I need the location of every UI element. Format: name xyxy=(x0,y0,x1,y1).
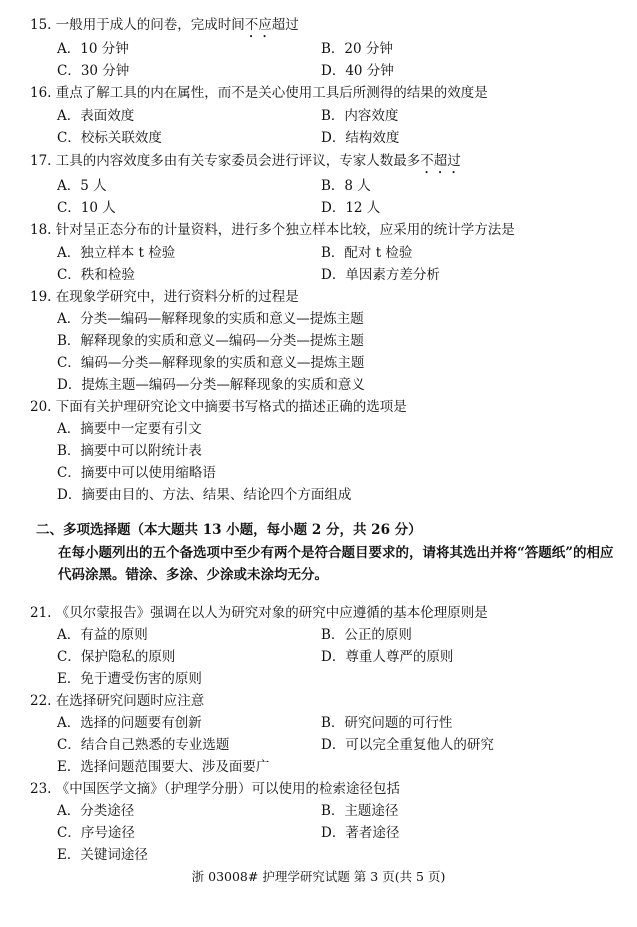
question-text: 在选择研究问题时应注意 xyxy=(55,693,205,709)
question-text-tail: 超过 xyxy=(271,17,299,33)
option-b: B．配对 t 检验 xyxy=(321,245,413,261)
question-text: 在现象学研究中，进行资料分析的过程是 xyxy=(55,289,299,305)
question-17 xyxy=(30,150,620,177)
option-b: B．内容效度 xyxy=(321,108,399,124)
option-d: D．著者途径 xyxy=(321,825,400,841)
question-text: 重点了解工具的内在属性，而不是关心使用工具后所测得的结果的效度是 xyxy=(55,85,488,101)
question-21 xyxy=(30,602,620,624)
option-d: D．40 分钟 xyxy=(321,63,394,79)
option-e: E．免于遭受伤害的原则 xyxy=(57,671,202,687)
option-a: A．选择的问题要有创新 xyxy=(57,715,202,731)
option-b: B．20 分钟 xyxy=(321,41,393,57)
option-d: D．12 人 xyxy=(321,200,381,216)
question-number: 15. xyxy=(30,17,52,33)
option-e: E．关键词途径 xyxy=(57,847,148,863)
question-number: 23. xyxy=(30,781,52,797)
page-footer: 浙 03008# 护理学研究试题 第 3 页(共 5 页) xyxy=(191,869,446,884)
question-text: 《中国医学文摘》（护理学分册）可以使用的检索途径包括 xyxy=(55,781,401,797)
option-a: A．独立样本 t 检验 xyxy=(57,245,176,261)
option-c: C．30 分钟 xyxy=(57,63,130,79)
option-c: C．序号途径 xyxy=(57,825,135,841)
option-a: A．5 人 xyxy=(57,178,107,194)
question-number: 22. xyxy=(30,693,52,709)
question-19 xyxy=(30,286,620,308)
option-a: A．有益的原则 xyxy=(57,627,148,643)
option-c: C．10 人 xyxy=(57,200,116,216)
question-number: 17. xyxy=(30,153,52,169)
question-18 xyxy=(30,219,620,241)
question-16 xyxy=(30,82,620,104)
question-text: 针对呈正态分布的计量资料，进行多个独立样本比较，应采用的统计学方法是 xyxy=(55,222,515,238)
option-b: B．8 人 xyxy=(321,178,371,194)
question-number: 16. xyxy=(30,85,52,101)
option-d: D．结构效度 xyxy=(321,130,400,146)
option-c: C．校标关联效度 xyxy=(57,130,162,146)
option-e: E．选择问题范围要大、涉及面要广 xyxy=(57,759,270,775)
option-b: B．研究问题的可行性 xyxy=(321,715,453,731)
question-number: 18. xyxy=(30,222,52,238)
question-number: 21. xyxy=(30,605,52,621)
option-c: C．编码—分类—解释现象的实质和意义—提炼主题 xyxy=(57,355,365,371)
question-number: 20. xyxy=(30,399,52,415)
option-c: C．结合自己熟悉的专业选题 xyxy=(57,737,230,753)
question-23 xyxy=(30,778,620,800)
option-c: C．秩和检验 xyxy=(57,267,135,283)
question-text: 《贝尔蒙报告》强调在以人为研究对象的研究中应遵循的基本伦理原则是 xyxy=(55,605,488,621)
option-a: A．分类—编码—解释现象的实质和意义—提炼主题 xyxy=(57,311,364,327)
option-c: C．摘要中可以使用缩略语 xyxy=(57,465,216,481)
question-22 xyxy=(30,690,620,712)
option-d: D．摘要由目的、方法、结果、结论四个方面组成 xyxy=(57,487,352,503)
option-a: A．摘要中一定要有引文 xyxy=(57,421,202,437)
section-heading: 二、多项选择题（本大题共 13 小题，每小题 2 分，共 26 分） xyxy=(36,522,422,538)
question-emphasis: 不应 xyxy=(244,17,272,33)
option-a: A．分类途径 xyxy=(57,803,135,819)
question-text: 一般用于成人的问卷，完成时间 xyxy=(55,17,245,33)
option-b: B．主题途径 xyxy=(321,803,399,819)
question-emphasis: 不超过 xyxy=(420,153,461,169)
option-b: B．摘要中可以附统计表 xyxy=(57,443,202,459)
option-d: D．尊重人尊严的原则 xyxy=(321,649,454,665)
section-instruction: 在每小题列出的五个备选项中至少有两个是符合题目要求的，请将其选出并将“答题纸”的相应代码涂黑。错涂、多涂、少涂或未涂均无分。 xyxy=(58,545,614,583)
option-b: B．解释现象的实质和意义—编码—分类—提炼主题 xyxy=(57,333,364,349)
option-d: D．单因素方差分析 xyxy=(321,267,440,283)
option-d: D．提炼主题—编码—分类—解释现象的实质和意义 xyxy=(57,377,365,393)
option-b: B．公正的原则 xyxy=(321,627,412,643)
question-20 xyxy=(30,396,620,418)
question-15 xyxy=(30,14,620,41)
option-d: D．可以完全重复他人的研究 xyxy=(321,737,494,753)
option-a: A．10 分钟 xyxy=(57,41,129,57)
question-number: 19. xyxy=(30,289,52,305)
option-c: C．保护隐私的原则 xyxy=(57,649,176,665)
question-text: 下面有关护理研究论文中摘要书写格式的描述正确的选项是 xyxy=(55,399,407,415)
option-a: A．表面效度 xyxy=(57,108,135,124)
question-text: 工具的内容效度多由有关专家委员会进行评议，专家人数最多 xyxy=(55,153,421,169)
